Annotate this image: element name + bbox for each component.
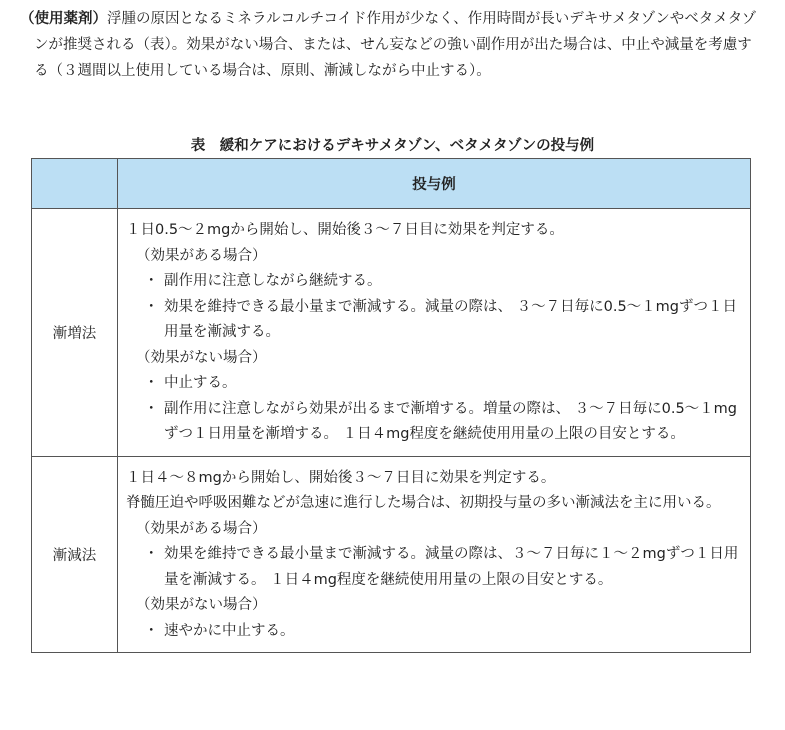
bullet-mark: ・ [144, 375, 159, 391]
row-label: 漸減法 [32, 456, 118, 653]
table-header-row [32, 159, 751, 209]
bullet-text: 副作用に注意しながら効果が出るまで漸増する。増量の際は、 ３～７日毎に0.5～１mgずつ１日用量を漸増する。 １日４mg程度を継続使用用量の上限の目安とする。 [164, 400, 737, 442]
row-content [118, 209, 751, 457]
intro-text: 浮腫の原因となるミネラルコルチコイド作用が少なく、作用時間が長いデキサメタゾンやベタメタゾンが推奨される（表）。効果がない場合、または、せん妄などの強い副作用が出た場合は、中止や減量を考慮する（３週間以上使用している場合は、原則、漸減しながら中止する）。 [34, 11, 757, 79]
bullet-text: 効果を維持できる最小量まで漸減する。減量の際は、３～７日毎に１～２mgずつ１日用量を漸減する。 １日４mg程度を継続使用用量の上限の目安とする。 [164, 546, 739, 588]
content-line: １日４～８mgから開始し、開始後３～７日目に効果を判定する。 [126, 469, 556, 486]
bullet-text: 副作用に注意しながら継続する。 [164, 273, 382, 289]
dosage-table [31, 158, 751, 653]
bullet-mark: ・ [144, 273, 159, 289]
bullet-text: 速やかに中止する。 [164, 622, 295, 639]
table-row [32, 209, 751, 457]
bullet-mark: ・ [144, 400, 159, 417]
intro-paragraph [20, 6, 765, 84]
case-heading: （効果がない場合） [136, 349, 267, 366]
bullet-mark: ・ [144, 622, 159, 639]
case-heading: （効果がない場合） [136, 597, 267, 613]
intro-lead: （使用薬剤） [20, 11, 107, 27]
case-heading: （効果がある場合） [136, 247, 267, 264]
bullet-text: 効果を維持できる最小量まで漸減する。減量の際は、 ３～７日毎に0.5～１mgずつ１日用量を漸減する。 [164, 298, 737, 340]
content-line: 脊髄圧迫や呼吸困難などが急速に進行した場合は、初期投与量の多い漸減法を主に用いる。 [126, 495, 721, 511]
bullet-item [126, 619, 740, 645]
bullet-item [126, 371, 740, 397]
header-corner-cell [32, 159, 118, 209]
header-dosage-example: 投与例 [118, 159, 751, 209]
row-label: 漸増法 [32, 209, 118, 457]
table-caption: 表 緩和ケアにおけるデキサメタゾン、ベタメタゾンの投与例 [190, 138, 595, 154]
bullet-mark: ・ [144, 546, 159, 562]
content-line: １日0.5～２mgから開始し、開始後３～７日目に効果を判定する。 [126, 222, 564, 238]
case-heading: （効果がある場合） [136, 520, 267, 537]
bullet-text: 中止する。 [164, 375, 237, 391]
bullet-item [126, 397, 740, 448]
row-content [118, 456, 751, 653]
bullet-item [126, 269, 740, 295]
table-row [32, 456, 751, 653]
bullet-mark: ・ [144, 298, 159, 315]
bullet-item [126, 542, 740, 593]
bullet-item [126, 295, 740, 346]
